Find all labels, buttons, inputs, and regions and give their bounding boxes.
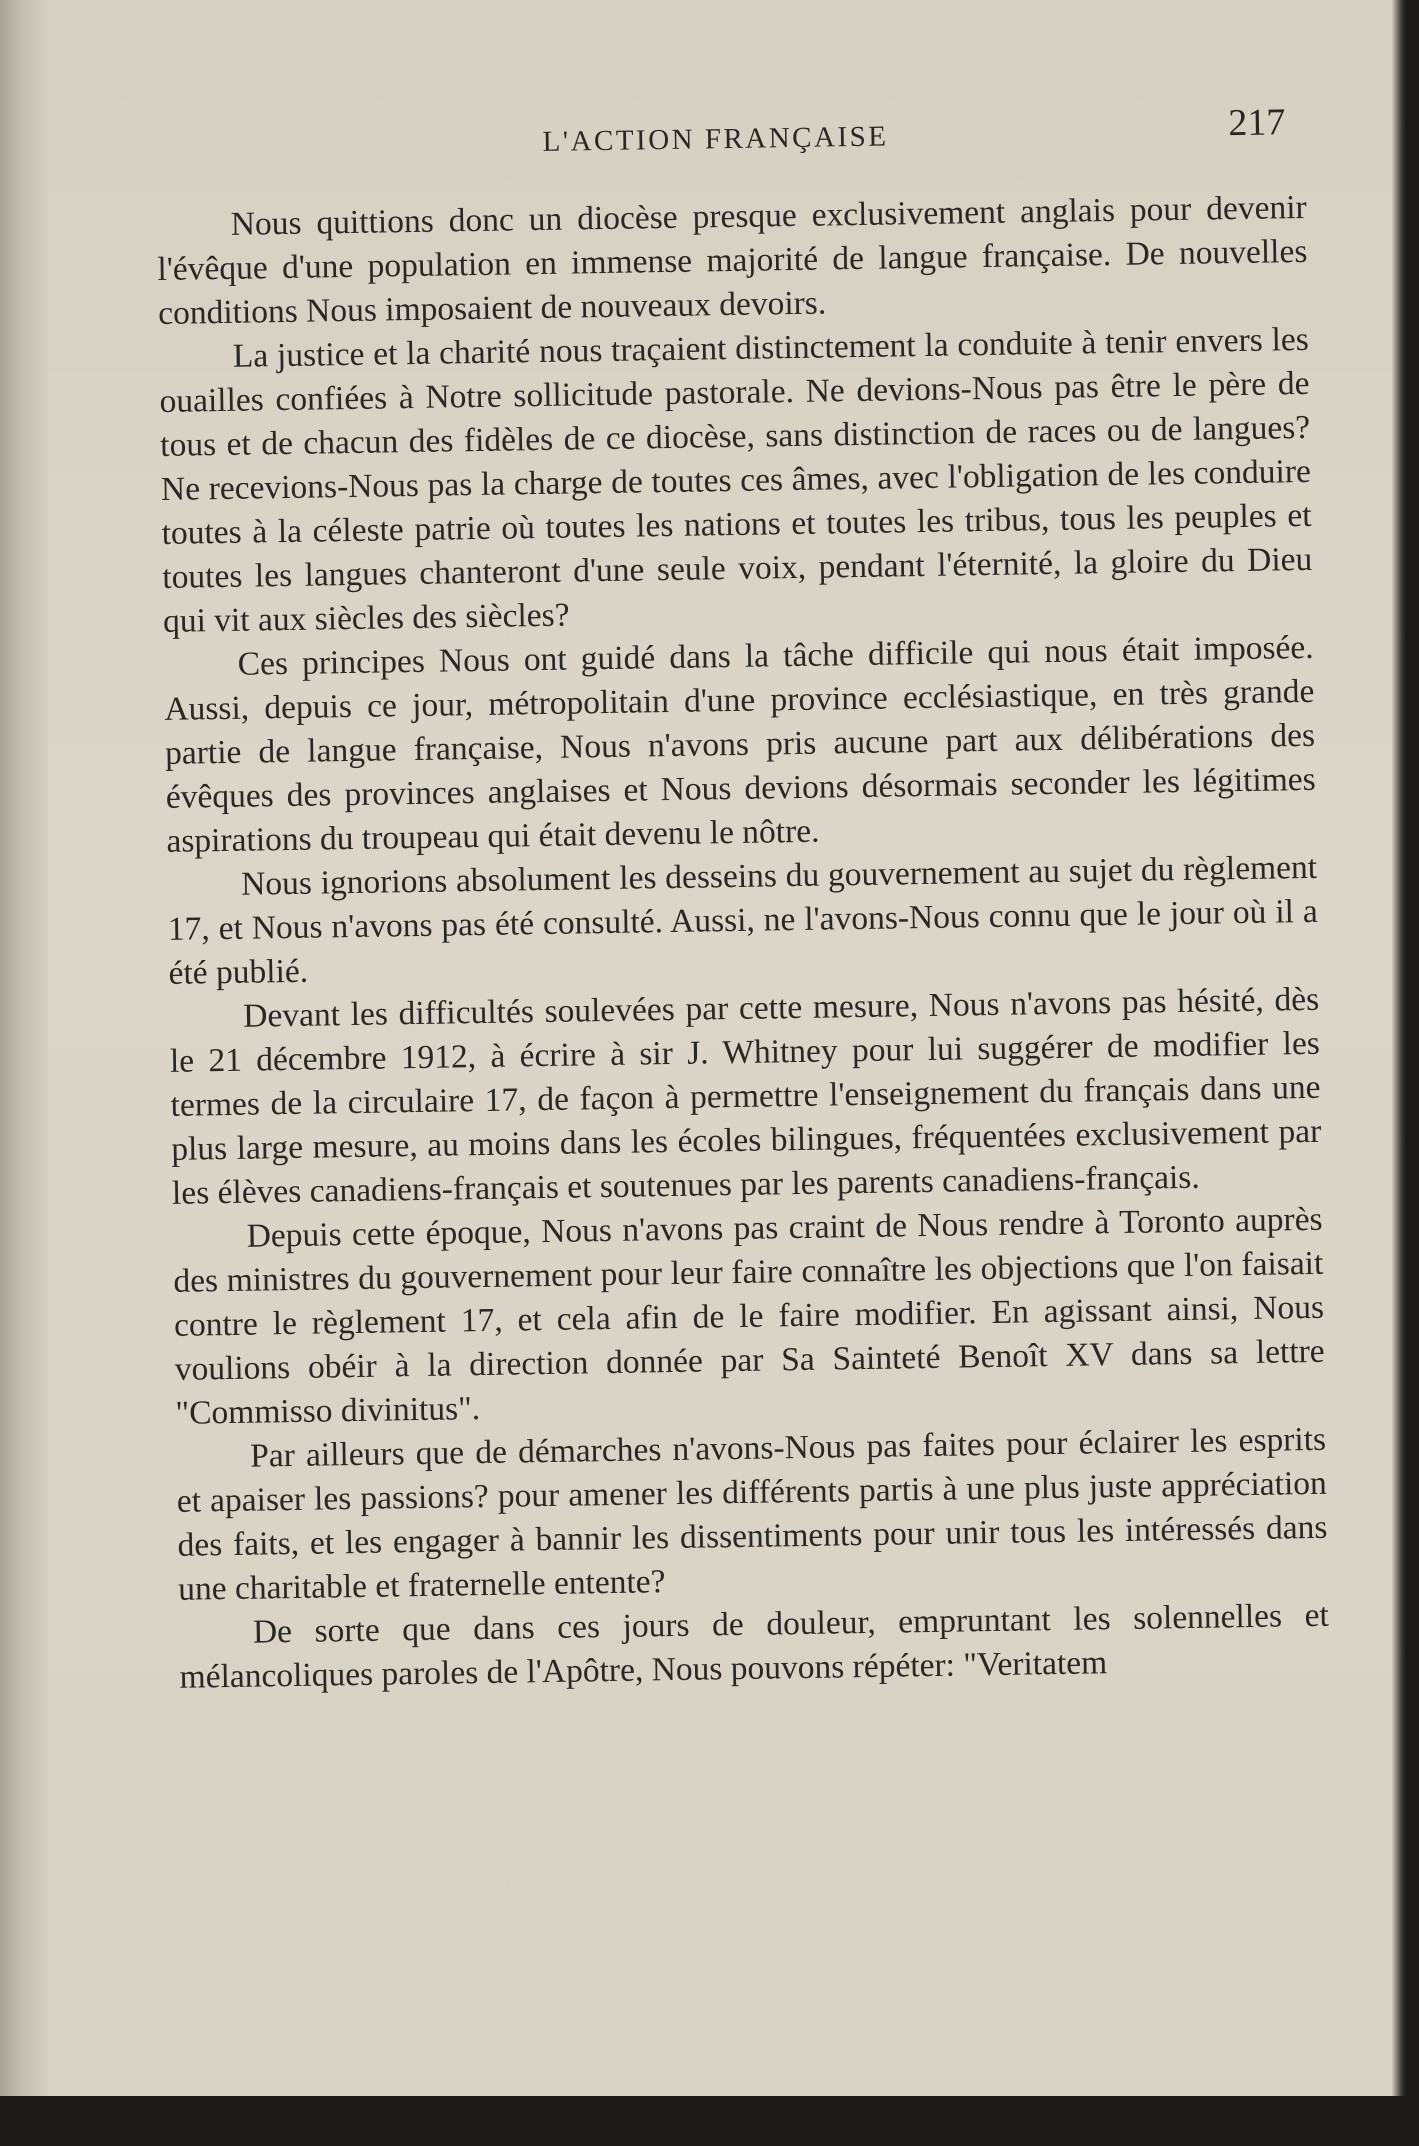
page-gutter bbox=[0, 0, 48, 2096]
page-content bbox=[155, 92, 1330, 1700]
page-edge bbox=[1392, 0, 1406, 2096]
paragraph: Nous ignorions absolument les desseins du gouvernement au sujet du règlement 17, et Nous n'avons pas été consulté. Aussi, ne l'avons-Nous connu que le jour où il a été publié. bbox=[167, 848, 1319, 992]
paragraph: Depuis cette époque, Nous n'avons pas craint de Nous rendre à Toronto auprès des ministres du gouvernement pour leur faire connaître les objections que l'on faisait contre le règlement 17, et cela afin de le faire modifier. En agissant ainsi, Nous voulions obéir à la direction donnée par Sa Sainteté Benoît XV dans sa lettre "Commisso divinitus". bbox=[173, 1200, 1325, 1432]
running-head bbox=[155, 92, 1306, 170]
paragraph: De sorte que dans ces jours de douleur, empruntant les solennelles et mélancoliques paroles de l'Apôtre, Nous pouvons répéter: "Veritatem bbox=[179, 1596, 1330, 1696]
body-text bbox=[156, 186, 1329, 1700]
scan-background bbox=[0, 2096, 1419, 2146]
paragraph: Nous quittions donc un diocèse presque exclusivement anglais pour devenir l'évêque d'une population en immense majorité de langue française. De nouvelles conditions Nous imposaient de nouveaux devoirs. bbox=[157, 188, 1308, 332]
paragraph: La justice et la charité nous traçaient distinctement la conduite à tenir envers les ouailles confiées à Notre sollicitude pastorale. Ne devions-Nous pas être le père de tous et de chacun des fidèles de ce diocèse, sans distinction de races ou de langues? Ne recevions-Nous pas la charge de toutes ces âmes, avec l'obligation de les conduire toutes à la céleste patrie où toutes les nations et toutes les tribus, tous les peuples et toutes les langues chanteront d'une seule voix, pendant l'éternité, la gloire du Dieu qui vit aux siècles des siècles? bbox=[159, 320, 1313, 640]
running-head-title: L'ACTION FRANÇAISE bbox=[542, 120, 889, 158]
page-number: 217 bbox=[1228, 101, 1286, 145]
paragraph: Devant les difficultés soulevées par cette mesure, Nous n'avons pas hésité, dès le 21 décembre 1912, à écrire à sir J. Whitney pour lui suggérer de modifier les termes de la circulaire 17, de façon à permettre l'enseignement du français dans une plus large mesure, au moins dans les écoles bilingues, fréquentées exclusivement par les élèves canadiens-français et soutenues par les parents canadiens-français. bbox=[169, 980, 1322, 1212]
paragraph: Par ailleurs que de démarches n'avons-Nous pas faites pour éclairer les esprits et apaiser les passions? pour amener les différents partis à une plus juste appréciation des faits, et les engager à bannir les dissentiments pour unir tous les intéressés dans une charitable et fraternelle entente? bbox=[176, 1420, 1328, 1608]
paragraph: Ces principes Nous ont guidé dans la tâche difficile qui nous était imposée. Aussi, depuis ce jour, métropolitain d'une province ecclésiastique, en très grande partie de langue française, Nous n'avons pris aucune part aux délibérations des évêques des provinces anglaises et Nous devions désormais seconder les légitimes aspirations du troupeau qui était devenu le nôtre. bbox=[164, 628, 1316, 860]
